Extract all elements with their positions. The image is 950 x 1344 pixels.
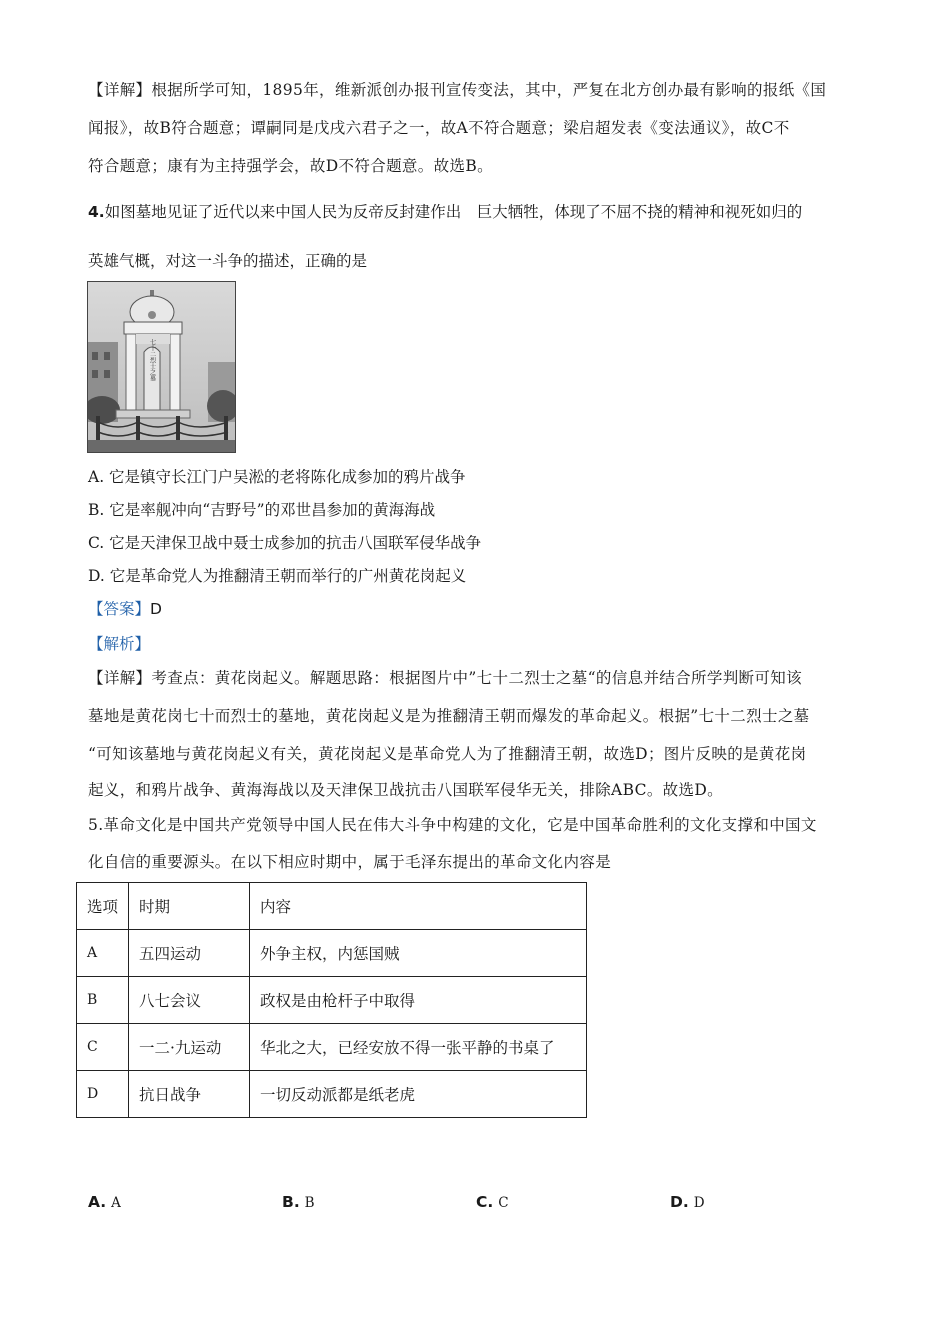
choice-key: D. (670, 1193, 689, 1211)
choice-c[interactable] (476, 1193, 509, 1211)
q3-detail-line-3: 符合题意；康有为主持强学会，故D不符合题意。故选B。 (88, 157, 493, 175)
table-cell: 一切反动派都是纸老虎 (250, 1071, 587, 1118)
svg-text:七十二烈士之墓: 七十二烈士之墓 (148, 339, 156, 381)
q5-stem-line-1: 5.革命文化是中国共产党领导中国人民在伟大斗争中构建的文化，它是中国革命胜利的文化支撑和中国文 (88, 816, 817, 834)
answer-label: 【答案】 (88, 600, 151, 618)
q3-detail-line-1: 【详解】根据所学可知，1895年，维新派创办报刊宣传变法，其中，严复在北方创办最有影响的报纸《国 (88, 81, 827, 99)
choice-key: C. (476, 1193, 494, 1211)
analysis-label: 【解析】 (88, 635, 151, 653)
q4-stem-line-2: 英雄气概，对这一斗争的描述，正确的是 (88, 252, 368, 270)
table-row (77, 1071, 587, 1118)
table-cell: B (77, 977, 129, 1024)
table-cell: D (77, 1071, 129, 1118)
q4-detail-line-1: 【详解】考查点：黄花岗起义。解题思路：根据图片中”七十二烈士之墓“的信息并结合所学判断可知该 (88, 669, 802, 687)
q4-detail-line-3: “可知该墓地与黄花岗起义有关，黄花岗起义是革命党人为了推翻清王朝，故选D；图片反映的是黄花岗 (88, 745, 807, 763)
q4-option-d: D. 它是革命党人为推翻清王朝而举行的广州黄花岗起义 (88, 567, 467, 585)
q4-option-b: B. 它是率舰冲向“吉野号”的邓世昌参加的黄海海战 (88, 501, 436, 519)
choice-a[interactable] (88, 1193, 121, 1211)
choice-value: D (693, 1195, 705, 1211)
q5-options-table (76, 882, 587, 1118)
table-row (77, 977, 587, 1024)
table-cell: 华北之大，已经安放不得一张平静的书桌了 (250, 1024, 587, 1071)
tomb-photo-image (88, 282, 235, 452)
choice-key: A. (88, 1193, 107, 1211)
q3-detail-line-2: 闻报》，故B符合题意；谭嗣同是戊戌六君子之一，故A不符合题意；梁启超发表《变法通议》，故C不 (88, 119, 790, 137)
q4-detail-line-4: 起义，和鸦片战争、黄海海战以及天津保卫战抗击八国联军侵华无关，排除ABC。故选D。 (88, 781, 724, 799)
q4-option-c: C. 它是天津保卫战中聂士成参加的抗击八国联军侵华战争 (88, 534, 482, 552)
table-cell: A (77, 930, 129, 977)
choice-d[interactable] (670, 1193, 705, 1211)
q5-stem-line-2: 化自信的重要源头。在以下相应时期中，属于毛泽东提出的革命文化内容是 (88, 853, 612, 871)
q4-answer (88, 599, 162, 619)
q4-stem-line-1 (88, 202, 802, 222)
q4-option-a: A. 它是镇守长江门户吴淞的老将陈化成参加的鸦片战争 (88, 468, 466, 486)
q4-number: 4. (88, 203, 105, 221)
choice-value: B (304, 1195, 315, 1211)
table-row (77, 930, 587, 977)
table-header-cell: 时期 (129, 883, 250, 930)
table-cell: C (77, 1024, 129, 1071)
table-cell: 外争主权，内惩国贼 (250, 930, 587, 977)
table-cell: 五四运动 (129, 930, 250, 977)
table-row (77, 1024, 587, 1071)
table-cell: 抗日战争 (129, 1071, 250, 1118)
choice-b[interactable] (282, 1193, 315, 1211)
table-cell: 八七会议 (129, 977, 250, 1024)
answer-value: D (150, 600, 162, 618)
choice-value: A (111, 1195, 121, 1211)
table-cell: 政权是由枪杆子中取得 (250, 977, 587, 1024)
table-cell: 一二·九运动 (129, 1024, 250, 1071)
table-header-cell: 选项 (77, 883, 129, 930)
tomb-photo (87, 281, 236, 453)
q4-detail-line-2: 墓地是黄花岗七十而烈士的墓地，黄花岗起义是为推翻清王朝而爆发的革命起义。根据”七十二烈士之墓 (88, 707, 810, 725)
table-header-row (77, 883, 587, 930)
q4-stem-text: 如图墓地见证了近代以来中国人民为反帝反封建作出 巨大牺牲，体现了不屈不挠的精神和视死如归的 (104, 203, 803, 221)
table-header-cell: 内容 (250, 883, 587, 930)
choice-key: B. (282, 1193, 300, 1211)
choice-value: C (498, 1195, 509, 1211)
